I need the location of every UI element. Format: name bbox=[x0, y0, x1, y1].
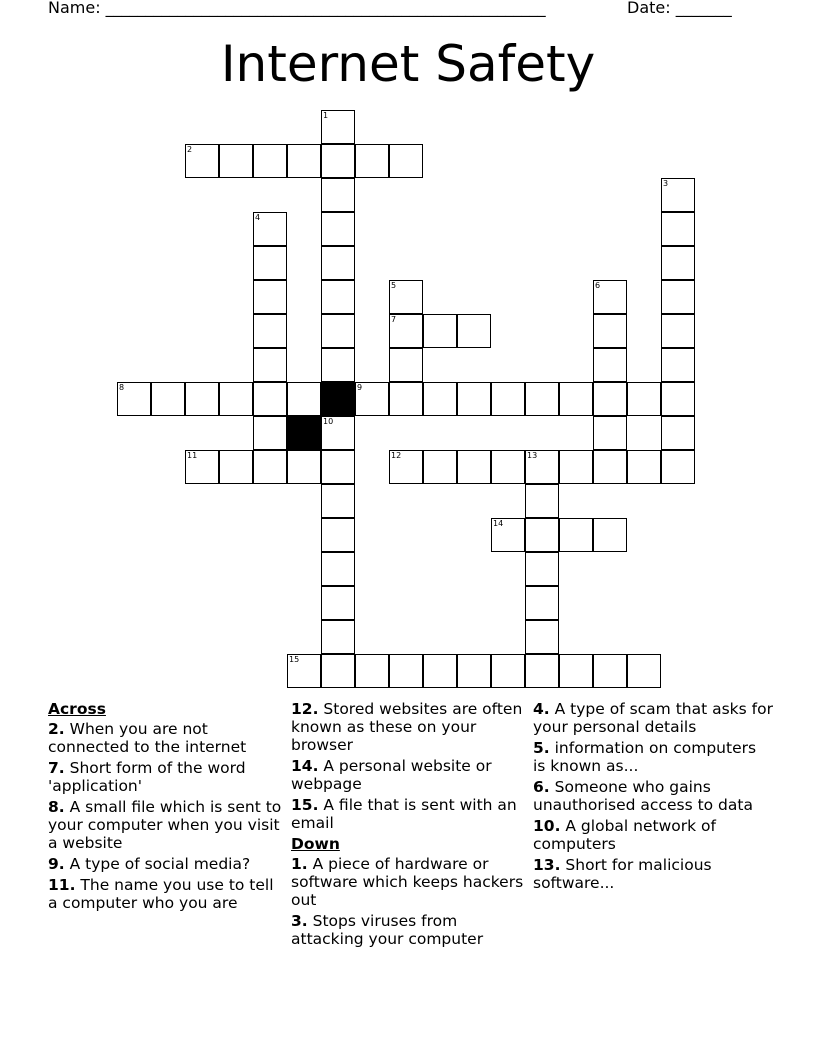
grid-cell[interactable] bbox=[661, 178, 695, 212]
clue-down-1: 1. A piece of hardware or software which keeps hackers out bbox=[291, 855, 524, 909]
clue-number: 3 bbox=[663, 179, 669, 188]
grid-cell[interactable] bbox=[627, 382, 661, 416]
grid-cell[interactable] bbox=[389, 280, 423, 314]
grid-cell[interactable] bbox=[593, 280, 627, 314]
grid-cell[interactable] bbox=[525, 484, 559, 518]
grid-cell[interactable] bbox=[491, 450, 525, 484]
grid-cell[interactable] bbox=[321, 518, 355, 552]
clue-down-10: 10. A global network of computers bbox=[533, 817, 716, 853]
down-heading: Down bbox=[291, 835, 340, 853]
grid-cell[interactable] bbox=[355, 654, 389, 688]
grid-cell[interactable] bbox=[423, 450, 457, 484]
grid-cell[interactable] bbox=[253, 212, 287, 246]
grid-cell[interactable] bbox=[389, 450, 423, 484]
grid-cell[interactable] bbox=[321, 280, 355, 314]
grid-cell[interactable] bbox=[593, 450, 627, 484]
grid-cell[interactable] bbox=[151, 382, 185, 416]
grid-cell[interactable] bbox=[491, 518, 525, 552]
grid-cell[interactable] bbox=[389, 348, 423, 382]
grid-cell[interactable] bbox=[559, 450, 593, 484]
grid-cell[interactable] bbox=[321, 654, 355, 688]
clue-across-14: 14. A personal website or webpage bbox=[291, 757, 492, 793]
clue-number: 14 bbox=[493, 519, 504, 528]
grid-cell[interactable] bbox=[661, 416, 695, 450]
grid-cell[interactable] bbox=[491, 654, 525, 688]
grid-cell[interactable] bbox=[321, 552, 355, 586]
grid-cell[interactable] bbox=[423, 314, 457, 348]
grid-cell[interactable] bbox=[253, 348, 287, 382]
grid-cell[interactable] bbox=[253, 382, 287, 416]
date-field: Date: _______ bbox=[627, 0, 732, 17]
grid-cell[interactable] bbox=[593, 518, 627, 552]
grid-cell[interactable] bbox=[321, 416, 355, 450]
grid-cell[interactable] bbox=[525, 518, 559, 552]
grid-cell[interactable] bbox=[321, 178, 355, 212]
grid-cell[interactable] bbox=[593, 382, 627, 416]
grid-cell[interactable] bbox=[491, 382, 525, 416]
grid-cell[interactable] bbox=[389, 382, 423, 416]
clue-number: 15 bbox=[289, 655, 300, 664]
clue-number: 9 bbox=[357, 383, 363, 392]
grid-cell[interactable] bbox=[321, 246, 355, 280]
grid-cell[interactable] bbox=[525, 552, 559, 586]
grid-cell[interactable] bbox=[661, 314, 695, 348]
grid-cell[interactable] bbox=[661, 348, 695, 382]
grid-cell[interactable] bbox=[389, 314, 423, 348]
puzzle-title: Internet Safety bbox=[220, 35, 596, 93]
clue-number: 13 bbox=[527, 451, 538, 460]
clue-number: 4 bbox=[255, 213, 261, 222]
grid-cell[interactable] bbox=[661, 382, 695, 416]
grid-cell[interactable] bbox=[321, 144, 355, 178]
grid-cell[interactable] bbox=[253, 246, 287, 280]
grid-cell[interactable] bbox=[321, 110, 355, 144]
clue-across-11: 11. The name you use to tell a computer who you are bbox=[48, 876, 274, 912]
clue-number: 7 bbox=[391, 315, 397, 324]
grid-cell[interactable] bbox=[253, 450, 287, 484]
clue-across-9: 9. A type of social media? bbox=[48, 855, 251, 873]
name-field: Name: _______________________________________________________ bbox=[48, 0, 546, 17]
clue-across-15: 15. A file that is sent with an email bbox=[291, 796, 517, 832]
grid-cell[interactable] bbox=[457, 654, 491, 688]
clue-across-8: 8. A small file which is sent to your computer when you visit a website bbox=[48, 798, 282, 852]
clue-number: 10 bbox=[323, 417, 334, 426]
grid-cell[interactable] bbox=[457, 450, 491, 484]
clues-column-2 bbox=[291, 700, 527, 951]
grid-cell[interactable] bbox=[321, 620, 355, 654]
grid-cell[interactable] bbox=[525, 654, 559, 688]
clue-across-12: 12. Stored websites are often known as these on your browser bbox=[291, 700, 523, 754]
grid-cell[interactable] bbox=[185, 144, 219, 178]
grid-cell[interactable] bbox=[559, 382, 593, 416]
grid-cell[interactable] bbox=[559, 654, 593, 688]
clue-down-3: 3. Stops viruses from attacking your computer bbox=[291, 912, 484, 948]
grid-cell[interactable] bbox=[253, 144, 287, 178]
across-heading: Across bbox=[48, 700, 106, 718]
clue-across-2: 2. When you are not connected to the internet bbox=[48, 720, 247, 756]
clue-number: 2 bbox=[187, 145, 193, 154]
grid-cell[interactable] bbox=[559, 518, 593, 552]
clue-number: 12 bbox=[391, 451, 402, 460]
clue-down-13: 13. Short for malicious software... bbox=[533, 856, 712, 892]
grid-cell[interactable] bbox=[627, 654, 661, 688]
grid-cell[interactable] bbox=[185, 450, 219, 484]
grid-cell[interactable] bbox=[593, 654, 627, 688]
grid-cell[interactable] bbox=[287, 144, 321, 178]
grid-cell[interactable] bbox=[389, 654, 423, 688]
clues-column-3 bbox=[533, 700, 773, 895]
grid-cell[interactable] bbox=[287, 450, 321, 484]
clue-number: 11 bbox=[187, 451, 198, 460]
grid-cell[interactable] bbox=[457, 314, 491, 348]
clue-down-6: 6. Someone who gains unauthorised access to data bbox=[533, 778, 753, 814]
grid-cell[interactable] bbox=[661, 246, 695, 280]
clue-number: 1 bbox=[323, 111, 329, 120]
grid-cell[interactable] bbox=[321, 348, 355, 382]
grid-cell[interactable] bbox=[287, 382, 321, 416]
clue-down-5: 5. information on computers is known as... bbox=[533, 739, 757, 775]
clue-number: 8 bbox=[119, 383, 125, 392]
clue-number: 5 bbox=[391, 281, 397, 290]
clue-down-4: 4. A type of scam that asks for your personal details bbox=[533, 700, 773, 736]
grid-cell[interactable] bbox=[593, 348, 627, 382]
grid-cell[interactable] bbox=[253, 314, 287, 348]
grid-cell[interactable] bbox=[525, 620, 559, 654]
grid-cell[interactable] bbox=[287, 654, 321, 688]
grid-cell[interactable] bbox=[219, 382, 253, 416]
blocked-cell bbox=[287, 416, 321, 450]
grid-cell[interactable] bbox=[525, 450, 559, 484]
clues-column-1 bbox=[48, 700, 286, 915]
grid-cell[interactable] bbox=[321, 586, 355, 620]
grid-cell[interactable] bbox=[661, 212, 695, 246]
grid-cell[interactable] bbox=[253, 280, 287, 314]
grid-cell[interactable] bbox=[355, 144, 389, 178]
grid-cell[interactable] bbox=[219, 450, 253, 484]
clue-number: 6 bbox=[595, 281, 601, 290]
grid-cell[interactable] bbox=[593, 314, 627, 348]
grid-cell[interactable] bbox=[423, 654, 457, 688]
grid-cell[interactable] bbox=[389, 144, 423, 178]
grid-cell[interactable] bbox=[185, 382, 219, 416]
grid-cell[interactable] bbox=[423, 382, 457, 416]
grid-cell[interactable] bbox=[117, 382, 151, 416]
grid-cell[interactable] bbox=[661, 450, 695, 484]
grid-cell[interactable] bbox=[525, 586, 559, 620]
grid-cell[interactable] bbox=[321, 212, 355, 246]
grid-cell[interactable] bbox=[593, 416, 627, 450]
blocked-cell bbox=[321, 382, 355, 416]
grid-cell[interactable] bbox=[525, 382, 559, 416]
grid-cell[interactable] bbox=[219, 144, 253, 178]
grid-cell[interactable] bbox=[321, 314, 355, 348]
grid-cell[interactable] bbox=[661, 280, 695, 314]
clue-across-7: 7. Short form of the word 'application' bbox=[48, 759, 246, 795]
grid-cell[interactable] bbox=[457, 382, 491, 416]
grid-cell[interactable] bbox=[627, 450, 661, 484]
grid-cell[interactable] bbox=[321, 484, 355, 518]
grid-cell[interactable] bbox=[355, 382, 389, 416]
grid-cell[interactable] bbox=[253, 416, 287, 450]
grid-cell[interactable] bbox=[321, 450, 355, 484]
